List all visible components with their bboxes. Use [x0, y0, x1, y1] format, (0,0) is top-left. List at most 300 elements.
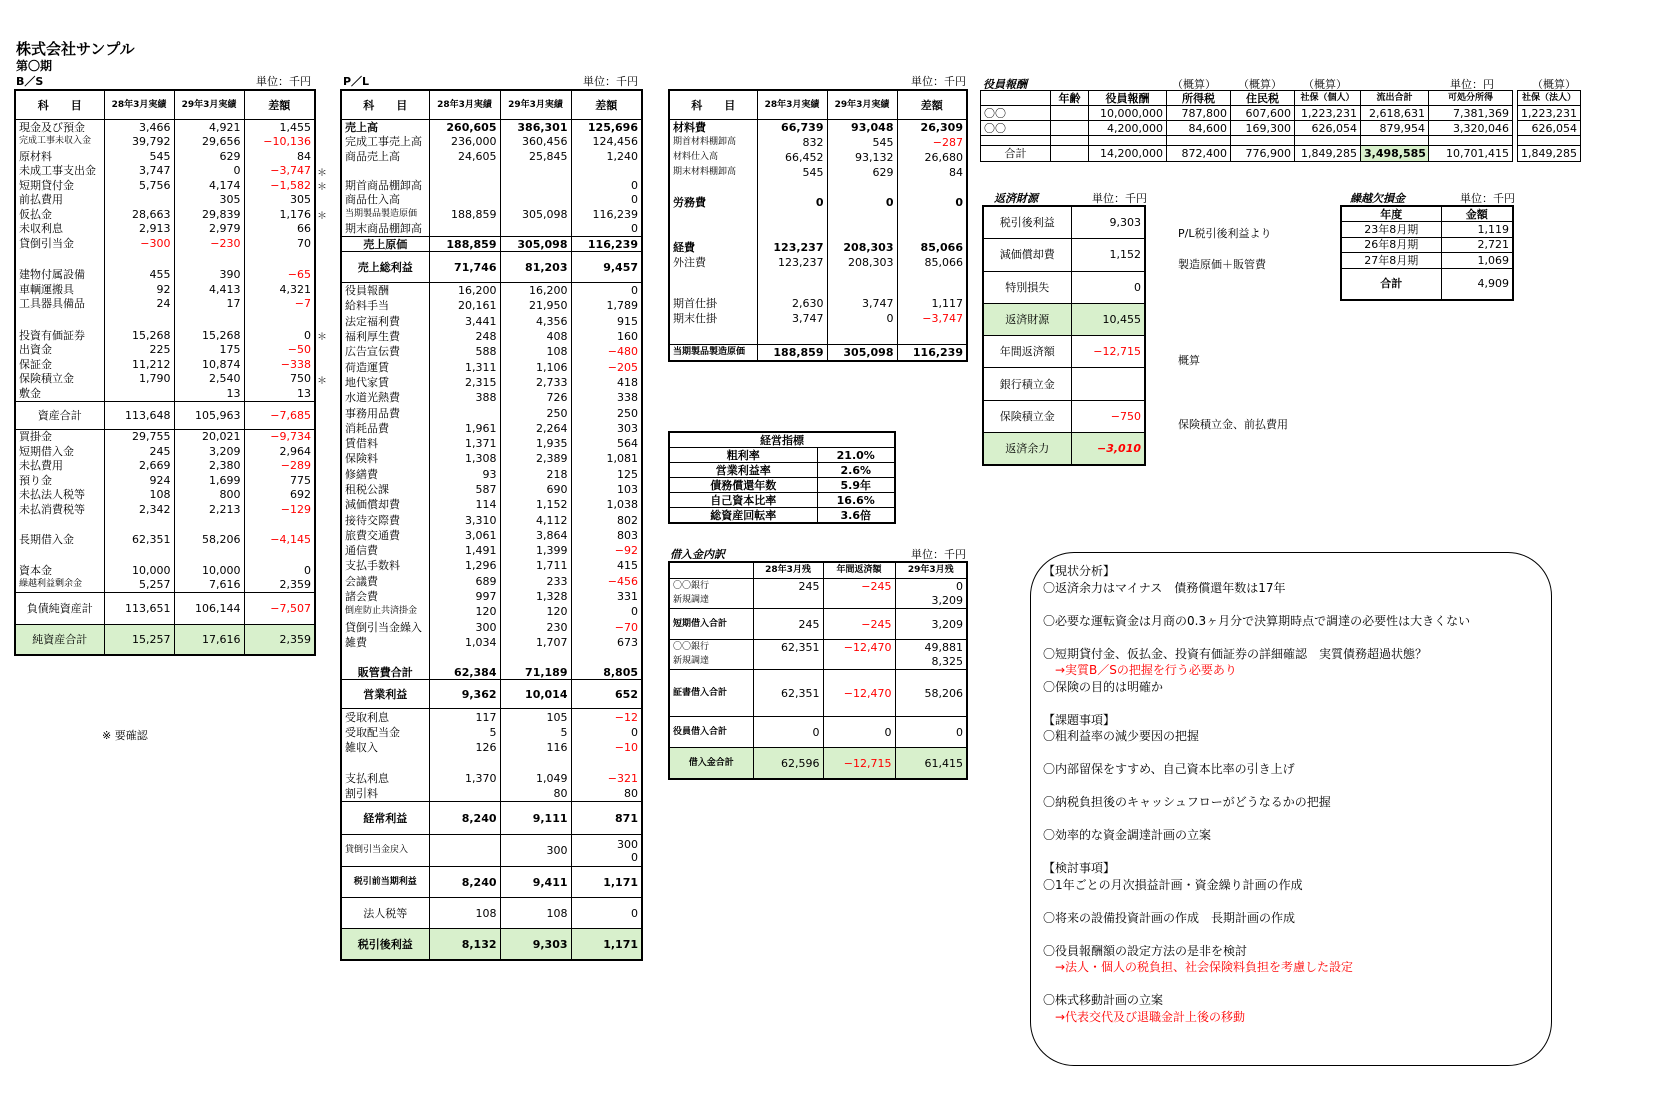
table-row: [1518, 136, 1581, 146]
table-row: [669, 240, 967, 255]
table-row: [15, 563, 315, 578]
repay-note: P/L税引後利益より: [1178, 227, 1272, 240]
table-row: [341, 314, 642, 329]
cell: −12,470: [823, 640, 895, 655]
period-label: 第〇期: [16, 59, 53, 73]
value-diff: 692: [244, 488, 315, 503]
value-diff: [571, 650, 642, 665]
value-curr: 390: [174, 268, 244, 283]
value-diff: −7,685: [244, 401, 315, 429]
value-prev: [104, 386, 174, 401]
value-curr: 305,098: [500, 207, 571, 222]
cell: [1089, 136, 1167, 146]
cell: 〇〇銀行: [673, 580, 710, 591]
cell: [981, 91, 1051, 106]
row-label: 買掛金: [19, 430, 52, 444]
value-diff: 303: [571, 421, 642, 436]
value-prev: 113,651: [104, 593, 174, 625]
attention-marker: ＊: [317, 167, 327, 179]
header-row: [669, 90, 967, 120]
value-prev: [104, 251, 174, 268]
memo-line: →実質B／Sの把握を行う必要あり: [1043, 663, 1237, 677]
value-prev: 117: [429, 709, 500, 725]
row-label: 諸会費: [345, 590, 378, 604]
value-prev: 2,630: [757, 296, 827, 311]
value-curr: 17,616: [174, 625, 244, 656]
value-diff: 652: [571, 680, 642, 709]
value-diff: −3,747: [244, 164, 315, 179]
value-curr: 690: [500, 482, 571, 497]
column-header: 可処分所得: [1429, 91, 1513, 106]
table-row: [669, 255, 967, 270]
bs-table: [14, 89, 316, 656]
table-row: [15, 282, 315, 297]
table-row: [341, 135, 642, 150]
table-row: [341, 164, 642, 179]
attention-marker: ＊: [317, 375, 327, 387]
table-row: [669, 493, 895, 508]
value-curr: [174, 517, 244, 533]
repay-label: 保険積立金: [999, 409, 1055, 423]
header-row: [981, 91, 1513, 106]
table-row: [669, 296, 967, 311]
cell: 62,351: [753, 670, 823, 717]
row-label: 地代家賃: [345, 375, 389, 389]
value-diff: 80: [571, 786, 642, 802]
cell: [1518, 136, 1581, 146]
memo-line: 〇株式移動計画の立案: [1043, 993, 1164, 1007]
cell: 科 目: [37, 98, 82, 112]
officers-approx-2: （概算）: [1238, 78, 1282, 91]
row-label: 完成工事売上高: [345, 135, 422, 149]
table-row: [669, 448, 895, 463]
value-curr: 116: [500, 740, 571, 755]
memo-line: →代表交代及び退職金計上後の移動: [1043, 1009, 1246, 1024]
cell: [1051, 136, 1089, 146]
value-diff: 418: [571, 375, 642, 390]
value-diff: 70: [244, 236, 315, 251]
repay-value: [1071, 368, 1145, 400]
row-label: 期首商品棚卸高: [345, 178, 422, 192]
table-row: [341, 574, 642, 589]
cell: −12,470: [823, 670, 895, 717]
table-row: [981, 136, 1513, 146]
value-curr: [174, 251, 244, 268]
table-row: [341, 329, 642, 344]
table-row: [983, 303, 1145, 335]
table-row: [983, 239, 1145, 271]
value-diff: 564: [571, 436, 642, 451]
value-curr: 9,111: [500, 802, 571, 835]
value-diff: −10,136: [244, 135, 315, 150]
value-prev: [429, 650, 500, 665]
table-row: [341, 929, 642, 961]
cell: 787,800: [1167, 106, 1231, 121]
table-row: [669, 748, 967, 780]
row-label: 材料仕入高: [673, 152, 719, 162]
row-label: 期末仕掛: [673, 312, 717, 325]
table-row: [341, 421, 642, 436]
value-curr: 4,356: [500, 314, 571, 329]
value-diff: 803: [571, 528, 642, 543]
value-prev: 2,342: [104, 502, 174, 517]
table-row: [341, 467, 642, 482]
value-prev: 24,605: [429, 149, 500, 164]
value-diff: 0: [571, 178, 642, 193]
value-prev: 1,308: [429, 451, 500, 466]
repay-label: 返済余力: [983, 433, 1071, 466]
value-diff: 1,081: [571, 451, 642, 466]
value-curr: [827, 270, 897, 296]
table-row: [983, 271, 1145, 303]
table-row: [1341, 253, 1513, 269]
cell: 〇〇: [984, 106, 1006, 120]
cell: 2,618,631: [1361, 106, 1429, 121]
cell: 0: [895, 717, 967, 748]
value-prev: [104, 193, 174, 208]
value-curr: [827, 326, 897, 345]
memo-line: 〇効率的な資金調達計画の立案: [1043, 828, 1212, 842]
table-row: [15, 178, 315, 193]
value-diff: 85,066: [897, 255, 967, 270]
row-label: 売上総利益: [357, 260, 413, 274]
value-curr: 305,098: [500, 237, 571, 252]
table-row: [15, 268, 315, 283]
value-diff: −287: [897, 135, 967, 150]
officers-table: [980, 90, 1513, 162]
row-label: [341, 650, 429, 665]
value-diff: −456: [571, 574, 642, 589]
table-row: [341, 771, 642, 786]
value-prev: 24: [104, 297, 174, 312]
column-header: 役員報酬: [1089, 91, 1167, 106]
cell: 0: [895, 579, 967, 594]
row-label: 水道光熱費: [345, 391, 400, 405]
value-prev: 8,132: [429, 929, 500, 961]
row-label: 売上原価: [363, 237, 408, 251]
cell: 証書借入合計: [673, 687, 728, 698]
value-prev: 1,370: [429, 771, 500, 786]
value-curr: 93,048: [827, 120, 897, 136]
table-row: [341, 680, 642, 709]
value-prev: 3,061: [429, 528, 500, 543]
value-prev: 10,000: [104, 563, 174, 578]
table-row: [983, 368, 1145, 400]
value-diff: [244, 251, 315, 268]
table-row: [669, 579, 967, 594]
table-row: [15, 488, 315, 503]
value-prev: 1,371: [429, 436, 500, 451]
value-diff: −9,734: [244, 429, 315, 444]
value-diff: 1,176: [244, 207, 315, 222]
header-row: [1341, 206, 1513, 222]
value-prev: 1,311: [429, 359, 500, 374]
value-diff: [897, 326, 967, 345]
cell: 役員借入合計: [673, 726, 728, 737]
value-prev: [104, 547, 174, 563]
value-diff: 1,240: [571, 149, 642, 164]
table-row: [15, 135, 315, 150]
cell: 4,200,000: [1089, 121, 1167, 136]
value-prev: 2,913: [104, 222, 174, 237]
memo-line: [1043, 926, 1470, 943]
value-prev: 3,310: [429, 512, 500, 527]
officers-approx-3: （概算）: [1303, 78, 1347, 91]
row-label: 未成工事支出金: [19, 164, 96, 178]
table-row: [341, 835, 642, 867]
row-label: 出資金: [19, 343, 52, 357]
cell: 245: [753, 579, 823, 594]
row-label: [341, 164, 429, 179]
cell: 23年8月期: [1364, 222, 1419, 236]
table-row: [341, 451, 642, 466]
memo-line: [1043, 695, 1470, 712]
value-curr: 360,456: [500, 135, 571, 150]
cell: 貸倒引当金戻入: [345, 845, 409, 856]
row-label: 期首材料棚卸高: [673, 137, 737, 147]
value-prev: 388: [429, 390, 500, 405]
row-label: 長期借入金: [19, 533, 74, 547]
value-prev: 5,257: [104, 578, 174, 593]
value-prev: 114: [429, 497, 500, 512]
value-prev: 92: [104, 282, 174, 297]
row-label: [669, 326, 757, 345]
value-curr: 21,950: [500, 298, 571, 313]
value-diff: 1,171: [571, 929, 642, 961]
cell: [753, 594, 823, 609]
header-row: [15, 90, 315, 120]
value-prev: 1,790: [104, 372, 174, 387]
value-diff: 125,696: [571, 120, 642, 135]
row-label: 賃借料: [345, 437, 378, 451]
cell: 0: [753, 717, 823, 748]
officers-approx-4: （概算）: [1532, 78, 1576, 91]
value-diff: 2,359: [244, 625, 315, 656]
row-label: 投資有価証券: [19, 328, 85, 342]
value-curr: [174, 547, 244, 563]
row-label: 会議費: [345, 574, 378, 588]
column-header: 年齢: [1051, 91, 1089, 106]
value-diff: −480: [571, 344, 642, 359]
value-prev: 225: [104, 343, 174, 358]
value-curr: 2,733: [500, 375, 571, 390]
row-label: 純資産合計: [15, 625, 104, 656]
value-diff: −129: [244, 502, 315, 517]
repay-table: [982, 205, 1146, 466]
row-label: 期首仕掛: [673, 297, 717, 310]
cell: 3,320,046: [1429, 121, 1513, 136]
row-label: 販管費合計: [357, 665, 413, 679]
value-prev: [757, 210, 827, 240]
value-curr: 800: [174, 488, 244, 503]
row-label: 営業利益: [363, 687, 408, 701]
cell: 29年3月実績: [827, 90, 897, 120]
table-row: [15, 311, 315, 328]
table-row: [341, 755, 642, 770]
value-curr: 0: [827, 311, 897, 326]
memo-line: 〇役員報酬額の設定方法の是非を検討: [1043, 943, 1248, 958]
header-row: [669, 432, 895, 448]
row-label: 保険料: [345, 452, 378, 466]
indicator-name: 粗利率: [726, 448, 760, 462]
table-row: [669, 609, 967, 640]
indicators-table: [668, 431, 896, 524]
value-diff: 775: [244, 473, 315, 488]
value-curr: [500, 650, 571, 665]
value-prev: 66,452: [757, 150, 827, 165]
repay-value: 9,303: [1071, 206, 1145, 239]
table-row: [15, 357, 315, 372]
value-diff: 116,239: [571, 237, 642, 252]
memo-line: 【検討事項】: [1043, 861, 1116, 875]
table-row: [15, 625, 315, 656]
value-prev: 924: [104, 473, 174, 488]
row-label: 倒産防止共済掛金: [345, 606, 418, 617]
row-label: [15, 311, 104, 328]
value-diff: 13: [244, 386, 315, 401]
value-prev: 245: [104, 444, 174, 459]
table-row: [341, 620, 642, 635]
value-prev: 8,240: [429, 867, 500, 898]
row-label: 資本金: [19, 563, 52, 577]
value-curr: [500, 178, 571, 193]
value-prev: 1,491: [429, 543, 500, 558]
column-header: 住民税: [1231, 91, 1295, 106]
table-row: [341, 283, 642, 299]
cell: 28年3月実績: [429, 90, 500, 120]
table-row: [983, 400, 1145, 432]
value-curr: 15,268: [174, 328, 244, 343]
indicator-value: 2.6%: [817, 463, 895, 478]
table-row: [341, 482, 642, 497]
value-curr: 1,399: [500, 543, 571, 558]
value-diff: 415: [571, 558, 642, 573]
row-label: 材料費: [673, 121, 706, 134]
cell: 2,721: [1441, 237, 1513, 253]
table-row: [983, 206, 1145, 239]
value-diff: 673: [571, 635, 642, 650]
value-diff: 26,309: [897, 120, 967, 136]
value-curr: 108: [500, 344, 571, 359]
table-row: [983, 336, 1145, 368]
attention-marker: ＊: [317, 182, 327, 193]
value-prev: 108: [429, 898, 500, 929]
officers-corp-table: [1517, 90, 1581, 162]
table-row: [669, 463, 895, 478]
value-prev: 248: [429, 329, 500, 344]
cell: 27年8月期: [1364, 253, 1419, 267]
row-label: 支払利息: [345, 771, 389, 785]
cell: 〇〇銀行: [673, 641, 710, 652]
value-diff: [244, 517, 315, 533]
row-label: 預り金: [19, 473, 52, 487]
row-label: 雑収入: [345, 741, 378, 755]
table-row: [341, 359, 642, 374]
value-prev: [429, 178, 500, 193]
table-row: [669, 180, 967, 195]
row-label: 法人税等: [363, 906, 408, 920]
value-diff: 124,456: [571, 135, 642, 150]
cell: 872,400: [1167, 146, 1231, 162]
value-prev: 545: [757, 165, 827, 180]
memo-line: [1043, 745, 1470, 762]
repay-note: 保険積立金、前払費用: [1178, 418, 1288, 431]
cell: [429, 835, 500, 867]
memo-line: 〇返済余力はマイナス 債務償還年数は17年: [1043, 580, 1286, 595]
table-row: [669, 326, 967, 345]
cell: [1295, 136, 1361, 146]
row-label: 受取利息: [345, 710, 389, 724]
value-diff: −205: [571, 359, 642, 374]
value-curr: 9,411: [500, 867, 571, 898]
value-prev: 997: [429, 589, 500, 604]
cell: 1,069: [1441, 253, 1513, 269]
row-label: [15, 517, 104, 533]
value-curr: 230: [500, 620, 571, 635]
value-curr: 10,014: [500, 680, 571, 709]
value-diff: 84: [897, 165, 967, 180]
value-diff: 84: [244, 149, 315, 164]
value-diff: −7: [244, 297, 315, 312]
cell: [1051, 146, 1089, 162]
value-diff: 116,239: [571, 207, 642, 222]
cell: 借入金合計: [669, 748, 753, 780]
memo-line: 〇粗利益率の減少要因の把握: [1043, 729, 1200, 743]
memo-line: [1043, 893, 1470, 910]
cell: 年度: [1380, 207, 1403, 221]
table-row: [669, 478, 895, 493]
table-row: [1518, 146, 1581, 162]
repay-label: 税引後利益: [999, 216, 1055, 230]
cell: 科 目: [691, 98, 736, 112]
value-diff: 338: [571, 390, 642, 405]
value-prev: −300: [104, 236, 174, 251]
value-prev: 587: [429, 482, 500, 497]
row-label: 貸倒引当金繰入: [345, 620, 422, 634]
cell: 差額: [244, 90, 315, 120]
indicator-value: 3.6倍: [817, 508, 895, 524]
pl-label: P／L: [343, 75, 370, 88]
cell: [823, 655, 895, 670]
value-prev: 66,739: [757, 120, 827, 136]
row-label: 経常利益: [363, 811, 408, 825]
value-curr: 25,845: [500, 149, 571, 164]
cell: 3,498,585: [1361, 146, 1429, 162]
memo-line: 〇必要な運転資金は月商の0.3ヶ月分で決算期時点で調達の必要性は大きくない: [1043, 613, 1471, 628]
value-curr: 233: [500, 574, 571, 589]
row-label: 期末商品棚卸高: [345, 222, 422, 236]
value-prev: 108: [104, 488, 174, 503]
table-row: [341, 222, 642, 237]
value-diff: 331: [571, 589, 642, 604]
memo-line: 【課題事項】: [1043, 712, 1116, 727]
value-diff: −10: [571, 740, 642, 755]
table-row: [669, 345, 967, 362]
indicator-name: 自己資本比率: [710, 493, 777, 507]
table-row: [669, 120, 967, 136]
mfg-table: [668, 89, 968, 362]
row-label: 支払手数料: [345, 559, 400, 573]
repay-title: 返済財源: [994, 192, 1038, 205]
row-label: 経費: [673, 241, 695, 254]
row-label: [669, 180, 757, 195]
table-row: [341, 149, 642, 164]
value-diff: 4,321: [244, 282, 315, 297]
value-diff: 871: [571, 802, 642, 835]
value-prev: [104, 517, 174, 533]
cell: [1361, 136, 1429, 146]
value-curr: 545: [827, 135, 897, 150]
